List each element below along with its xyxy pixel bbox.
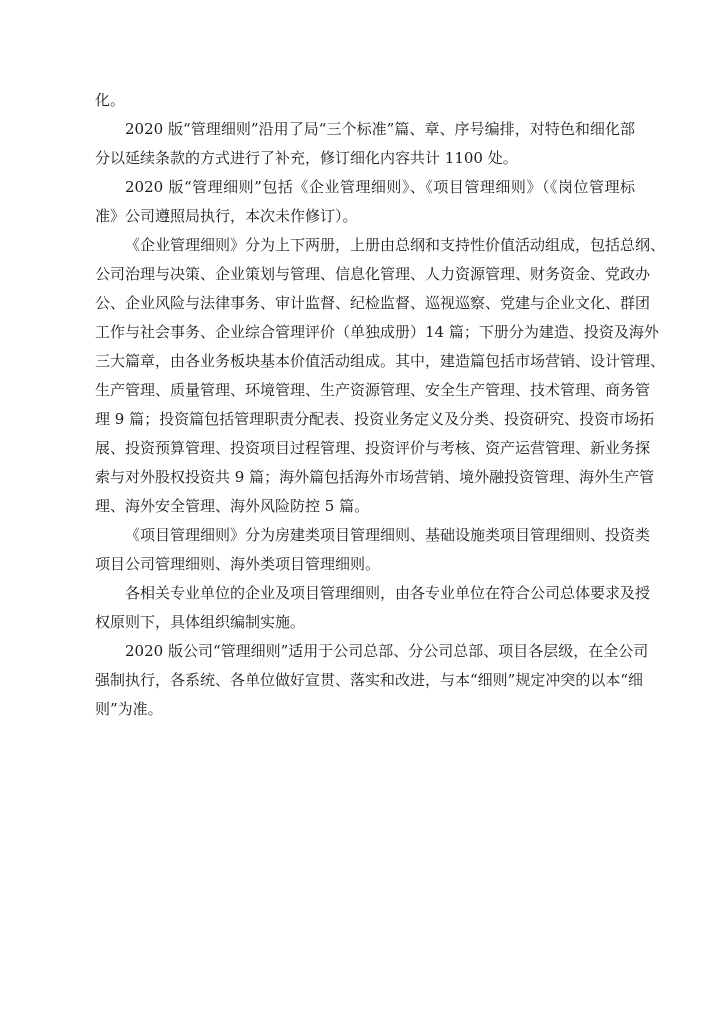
paragraph-line: 工作与社会事务、企业综合管理评价（单独成册）14 篇；下册分为建造、投资及海外 — [95, 323, 659, 341]
paragraph — [95, 521, 651, 579]
paragraph-line: 强制执行，各系统、各单位做好宣贯、落实和改进，与本“细则”规定冲突的以本“细 — [95, 671, 644, 689]
paragraph-line: 2020 版“管理细则”包括《企业管理细则》、《项目管理细则》（《岗位管理标 — [125, 178, 635, 196]
paragraph-line: 则”为准。 — [95, 700, 163, 718]
paragraph-line: 各相关专业单位的企业及项目管理细则，由各专业单位在符合公司总体要求及授 — [125, 584, 651, 602]
paragraph — [95, 231, 666, 521]
paragraph — [95, 86, 635, 115]
paragraph-line: 理 9 篇；投资篇包括管理职责分配表、投资业务定义及分类、投资研究、投资市场拓 — [95, 410, 655, 428]
paragraph-line: 《项目管理细则》分为房建类项目管理细则、基础设施类项目管理细则、投资类 — [125, 526, 651, 544]
paragraph-line: 三大篇章，由各业务板块基本价值活动组成。其中，建造篇包括市场营销、设计管理、 — [95, 352, 666, 370]
paragraph-line: 权原则下，具体组织编制实施。 — [95, 613, 306, 631]
paragraph — [95, 637, 649, 724]
paragraph — [95, 579, 651, 637]
paragraph-line: 2020 版公司“管理细则”适用于公司总部、分公司总部、项目各层级，在全公司 — [125, 642, 649, 660]
paragraph-line: 公、企业风险与法律事务、审计监督、纪检监督、巡视巡察、党建与企业文化、群团 — [95, 294, 651, 312]
paragraph-line: 生产管理、质量管理、环境管理、生产资源管理、安全生产管理、技术管理、商务管 — [95, 381, 651, 399]
paragraph-line: 准》公司遵照局执行，本次未作修订）。 — [95, 207, 358, 225]
paragraph-line: 化。 — [95, 91, 126, 109]
paragraph — [95, 173, 635, 231]
paragraph-line: 展、投资预算管理、投资项目过程管理、投资评价与考核、资产运营管理、新业务探 — [95, 439, 651, 457]
paragraph-line: 理、海外安全管理、海外风险防控 5 篇。 — [95, 497, 370, 515]
body-text — [95, 86, 666, 724]
paragraph-line: 项目公司管理细则、海外类项目管理细则。 — [95, 555, 381, 573]
paragraph-line: 索与对外股权投资共 9 篇；海外篇包括海外市场营销、境外融投资管理、海外生产管 — [95, 468, 655, 486]
paragraph-line: 分以延续条款的方式进行了补充，修订细化内容共计 1100 处。 — [95, 149, 518, 167]
paragraph-line: 公司治理与决策、企业策划与管理、信息化管理、人力资源管理、财务资金、党政办 — [95, 265, 651, 283]
paragraph-line: 2020 版“管理细则”沿用了局“三个标准”篇、章、序号编排，对特色和细化部 — [125, 120, 635, 138]
paragraph — [95, 115, 635, 173]
paragraph-line: 《企业管理细则》分为上下两册，上册由总纲和支持性价值活动组成，包括总纲、 — [125, 236, 666, 254]
